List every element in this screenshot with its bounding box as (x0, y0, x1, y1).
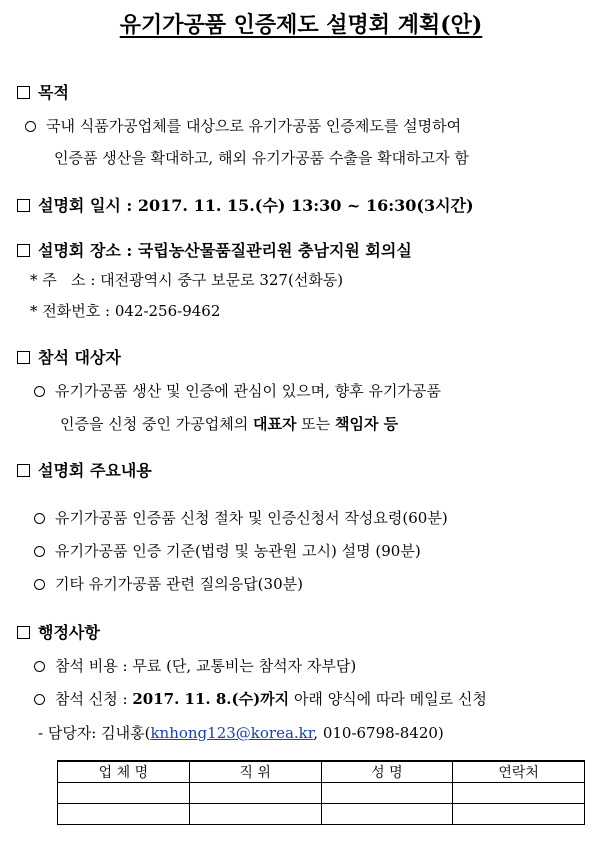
table-row (58, 804, 585, 825)
section-venue-heading: 설명회 장소 : 국립농산물품질관리원 충남지원 회의실 (17, 238, 412, 261)
list-item: 기타 유기가공품 관련 질의응답(30분) (34, 573, 303, 594)
square-bullet-icon (17, 244, 30, 257)
admin-apply: 참석 신청 : 2017. 11. 8.(수)까지 아래 양식에 따라 메일로 신청 (34, 688, 487, 709)
table-cell[interactable] (58, 804, 190, 825)
contact-email-link[interactable]: knhong123@korea.kr (150, 724, 314, 742)
section-audience-heading: 참석 대상자 (17, 345, 121, 368)
square-bullet-icon (17, 86, 30, 99)
square-bullet-icon (17, 626, 30, 639)
application-form-table (57, 760, 585, 825)
table-cell[interactable] (321, 804, 453, 825)
purpose-line-1: 국내 식품가공업체를 대상으로 유기가공품 인증제도를 설명하여 (25, 115, 461, 136)
table-row (58, 783, 585, 804)
audience-line-2: 인증을 신청 중인 가공업체의 대표자 또는 책임자 등 (60, 415, 399, 433)
circle-bullet-icon (34, 694, 45, 705)
column-header-name: 성 명 (321, 761, 453, 783)
circle-bullet-icon (34, 513, 45, 524)
circle-bullet-icon (34, 661, 45, 672)
column-header-position: 직 위 (189, 761, 321, 783)
venue-address: * 주 소 : 대전광역시 중구 보문로 327(선화동) (30, 271, 344, 289)
list-item: 유기가공품 인증품 신청 절차 및 인증신청서 작성요령(60분) (34, 507, 448, 528)
table-cell[interactable] (321, 783, 453, 804)
table-cell[interactable] (189, 804, 321, 825)
circle-bullet-icon (34, 579, 45, 590)
square-bullet-icon (17, 199, 30, 212)
table-cell[interactable] (453, 783, 585, 804)
table-cell[interactable] (189, 783, 321, 804)
audience-manager: 책임자 등 (334, 415, 399, 433)
column-header-contact: 연락처 (453, 761, 585, 783)
venue-phone: * 전화번호 : 042-256-9462 (30, 302, 221, 320)
table-cell[interactable] (58, 783, 190, 804)
document-title: 유기가공품 인증제도 설명회 계획(안) (119, 12, 483, 38)
section-purpose-heading: 목적 (17, 80, 69, 103)
circle-bullet-icon (25, 121, 36, 132)
table-cell[interactable] (453, 804, 585, 825)
admin-contact: - 담당자: 김내홍(knhong123@korea.kr, 010-6798-8420) (38, 724, 444, 742)
section-contents-heading: 설명회 주요내용 (17, 458, 152, 481)
audience-representative: 대표자 (252, 415, 297, 433)
section-admin-heading: 행정사항 (17, 620, 100, 643)
admin-cost: 참석 비용 : 무료 (단, 교통비는 참석자 자부담) (34, 655, 356, 676)
purpose-line-2: 인증품 생산을 확대하고, 해외 유기가공품 수출을 확대하고자 함 (54, 149, 469, 167)
apply-deadline: 2017. 11. 8.(수)까지 (132, 690, 290, 708)
audience-line-1: 유기가공품 생산 및 인증에 관심이 있으며, 향후 유기가공품 (34, 380, 441, 401)
square-bullet-icon (17, 351, 30, 364)
circle-bullet-icon (34, 546, 45, 557)
list-item: 유기가공품 인증 기준(법령 및 농관원 고시) 설명 (90분) (34, 540, 421, 561)
square-bullet-icon (17, 464, 30, 477)
circle-bullet-icon (34, 386, 45, 397)
table-header-row (58, 761, 585, 783)
column-header-company: 업 체 명 (58, 761, 190, 783)
section-schedule-heading: 설명회 일시 : 2017. 11. 15.(수) 13:30 ~ 16:30(3시간) (17, 193, 474, 216)
